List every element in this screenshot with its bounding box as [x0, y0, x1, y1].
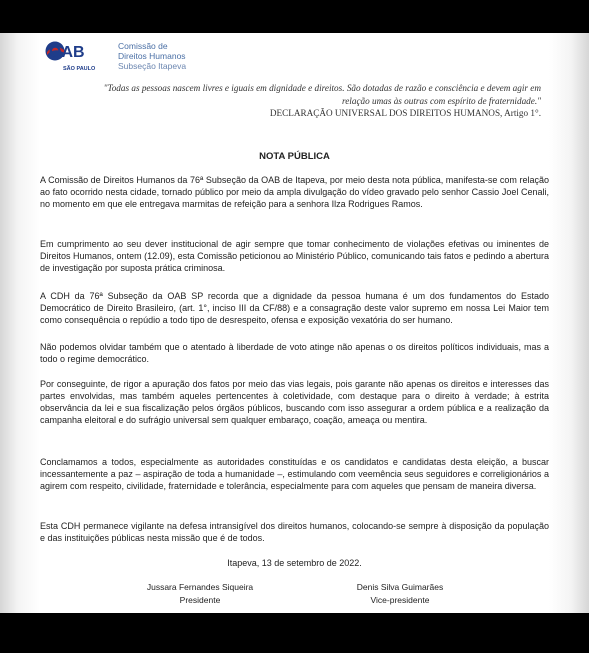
signature-president [110, 581, 290, 606]
quote-line-2: relação umas às outras com espírito de fraternidade." [342, 95, 541, 106]
document-date: Itapeva, 13 de setembro de 2022. [227, 558, 362, 568]
paragraph-3: A CDH da 76ª Subseção da OAB SP recorda que a dignidade da pessoa humana é um dos fundamentos do Estado Democrático de Direito Brasileiro, (art. 1°, inciso III da CF/88) e a consagração deste valor supremo em nossa Lei Maior tem como consequência o repúdio a todo tipo de desrespeito, ofensa e exposição vexatória do ser humano. [40, 291, 549, 326]
document-page [0, 33, 589, 613]
paragraph-7: Esta CDH permanece vigilante na defesa intransigível dos direitos humanos, colocando-se sempre à disposição da população e das instituições públicas nesta missão que é de todos. [40, 521, 549, 544]
paragraph-1: A Comissão de Direitos Humanos da 76ª Subseção da OAB de Itapeva, por meio desta nota pública, manifesta-se com relação ao fato ocorrido nesta cidade, tornado público por meio da ampla divulgação do vídeo gravado pelo senhor Cassio Joel Cenali, no momento em que ele entregava marmitas de refeição para a senhora Ilza Rodrigues Ramos. [40, 175, 549, 210]
paragraph-5: Por conseguinte, de rigor a apuração dos fatos por meio das vias legais, pois garante não apenas os direitos e interesses das partes envolvidas, mas também aqueles pertencentes à coletividade, com destaque para o direito à verdade; à estrita observância da lei e sua fiscalização pelos órgãos públicos, buscando com isso assegurar a ordem pública e a realização da campanha eleitoral e do sufrágio universal sem qualquer embaraço, coação, ameaça ou mentira. [40, 379, 549, 426]
signer-role: Vice-presidente [370, 594, 430, 605]
signer-name: Denis Silva Guimarães [356, 582, 444, 592]
org-line-2: Direitos Humanos [118, 51, 186, 61]
org-line-1: Comissão de [118, 41, 168, 51]
paragraph-2: Em cumprimento ao seu dever institucional de agir sempre que tomar conhecimento de violações efetivas ou iminentes de Direitos Humanos, ontem (12.09), esta Comissão peticionou ao Ministério Público, comunicando tais fatos e pedindo a abertura de investigação por suposta prática criminosa. [40, 239, 549, 274]
quote-line-1: "Todas as pessoas nascem livres e iguais em dignidade e direitos. São dotadas de razão e consciência e devem agir em [103, 83, 541, 93]
logo-subtext: SÃO PAULO [63, 66, 96, 72]
paragraph-6: Conclamamos a todos, especialmente as autoridades constituídas e os candidatos e candidatas desta eleição, a buscar incessantemente a paz – aspiração de toda a humanidade –, estimulando com veemência seus seguidores e correligionários a agirem com respeito, civilidade, fraternidade e tolerância, especialmente para com aqueles que pensam de maneira diversa. [40, 457, 549, 492]
signer-role: Presidente [179, 594, 221, 605]
signature-vice-president [310, 581, 490, 606]
oab-logo [43, 37, 113, 73]
document-title: NOTA PÚBLICA [259, 151, 330, 162]
commission-name [118, 41, 186, 71]
logo-text: OAB [49, 44, 85, 61]
signer-name: Jussara Fernandes Siqueira [146, 582, 254, 592]
epigraph-quote [60, 82, 541, 120]
quote-attribution: DECLARAÇÃO UNIVERSAL DOS DIREITOS HUMANOS, Artigo 1°. [269, 108, 541, 118]
paragraph-4: Não podemos olvidar também que o atentado à liberdade de voto atinge não apenas o os direitos políticos individuais, mas a todo o regime democrático. [40, 342, 549, 365]
org-line-3: Subseção Itapeva [118, 61, 187, 71]
